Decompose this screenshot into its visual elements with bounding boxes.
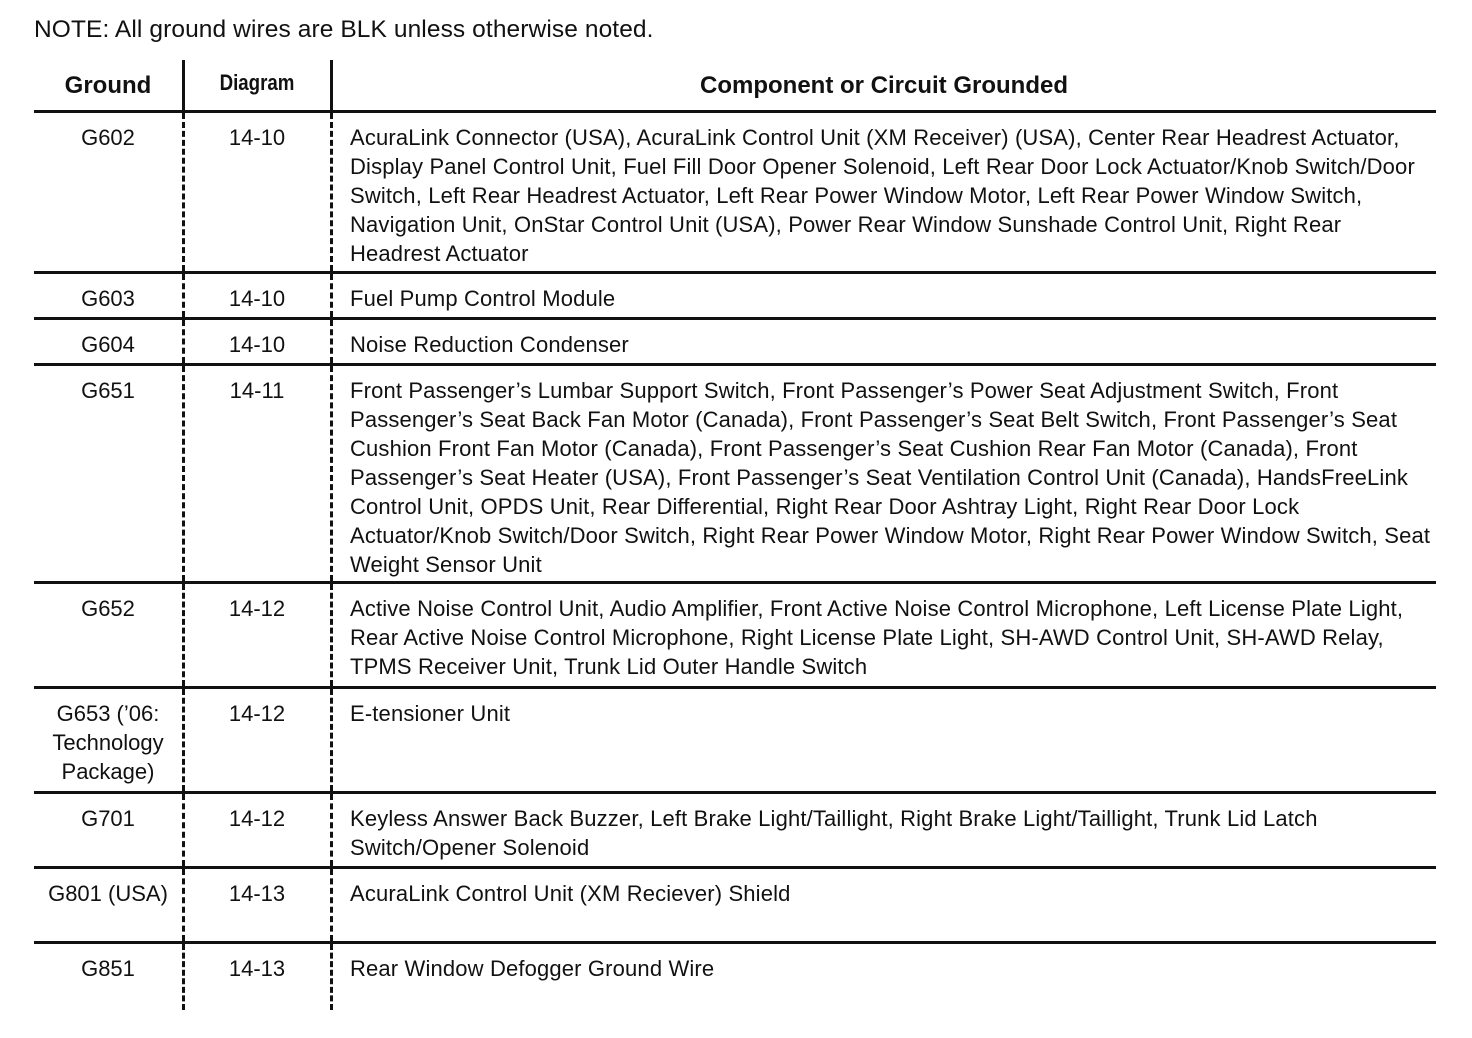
column-divider bbox=[182, 60, 185, 110]
diagram-cell: 14-13 bbox=[228, 881, 286, 906]
column-divider bbox=[330, 60, 333, 110]
ground-cell: G604 bbox=[81, 332, 135, 357]
header-diagram: Diagram bbox=[219, 70, 295, 95]
ground-cell: G651 bbox=[81, 378, 135, 403]
diagram-cell: 14-12 bbox=[228, 701, 286, 726]
header-component: Component or Circuit Grounded bbox=[700, 72, 1068, 99]
diagram-cell: 14-10 bbox=[228, 286, 286, 311]
table-row bbox=[34, 113, 1436, 274]
component-cell: E-tensioner Unit bbox=[350, 701, 511, 726]
ground-cell: G603 bbox=[81, 286, 135, 311]
table-row bbox=[34, 689, 1436, 794]
diagram-cell: 14-10 bbox=[228, 125, 286, 150]
table-header bbox=[34, 60, 1436, 113]
component-cell: Front Passenger’s Lumbar Support Switch, Front Passenger’s Power Seat Adjustment Switch, Front Passenger’s Seat Back Fan Motor (Canada), Front Passenger’s Seat Belt Switch, Front Passenger’s Seat Cushion Front Fan Motor (Canada), Front Passenger’s Seat Cushion Rear Fan Motor (Canada), Front Passenger’s Seat Heater (USA), Front Passenger’s Seat Ventilation Control Unit (Canada), HandsFreeLink Control Unit, OPDS Unit, Rear Differential, Right Rear Door Ashtray Light, Right Rear Door Lock Actuator/Knob Switch/Door Switch, Right Rear Power Window Motor, Right Rear Power Window Switch, Seat Weight Sensor Unit bbox=[350, 378, 1431, 577]
ground-cell: G602 bbox=[81, 125, 135, 150]
ground-table bbox=[34, 60, 1436, 1010]
component-cell: Keyless Answer Back Buzzer, Left Brake Light/Taillight, Right Brake Light/Taillight, Trunk Lid Latch Switch/Opener Solenoid bbox=[350, 806, 1318, 860]
ground-cell: G851 bbox=[81, 956, 135, 981]
diagram-cell: 14-11 bbox=[229, 378, 285, 403]
ground-cell: G652 bbox=[81, 596, 135, 621]
component-cell: AcuraLink Connector (USA), AcuraLink Control Unit (XM Receiver) (USA), Center Rear Headrest Actuator, Display Panel Control Unit, Fuel Fill Door Opener Solenoid, Left Rear Door Lock Actuator/Knob Switch/Door Switch, Left Rear Headrest Actuator, Left Rear Power Window Motor, Left Rear Power Window Switch, Navigation Unit, OnStar Control Unit (USA), Power Rear Window Sunshade Control Unit, Right Rear Headrest Actuator bbox=[350, 125, 1415, 266]
component-cell: Active Noise Control Unit, Audio Amplifier, Front Active Noise Control Microphone, Left License Plate Light, Rear Active Noise Control Microphone, Right License Plate Light, SH-AWD Control Unit, SH-AWD Relay, TPMS Receiver Unit, Trunk Lid Outer Handle Switch bbox=[350, 596, 1404, 679]
note-text: NOTE: All ground wires are BLK unless otherwise noted. bbox=[34, 16, 654, 43]
table-row bbox=[34, 320, 1436, 366]
diagram-cell: 14-10 bbox=[228, 332, 286, 357]
ground-cell: G653 (’06: Technology Package) bbox=[52, 701, 164, 784]
table-row bbox=[34, 274, 1436, 320]
component-cell: Noise Reduction Condenser bbox=[350, 332, 629, 357]
table-row bbox=[34, 869, 1436, 944]
component-cell: Rear Window Defogger Ground Wire bbox=[350, 956, 715, 981]
header-ground: Ground bbox=[64, 72, 152, 99]
component-cell: Fuel Pump Control Module bbox=[350, 286, 616, 311]
table-row bbox=[34, 944, 1436, 1010]
component-cell: AcuraLink Control Unit (XM Reciever) Shield bbox=[350, 881, 791, 906]
diagram-cell: 14-12 bbox=[228, 806, 286, 831]
ground-cell: G701 bbox=[81, 806, 135, 831]
diagram-cell: 14-13 bbox=[228, 956, 286, 981]
table-row bbox=[34, 584, 1436, 689]
table-row bbox=[34, 794, 1436, 869]
ground-cell: G801 (USA) bbox=[48, 881, 168, 906]
diagram-cell: 14-12 bbox=[228, 596, 286, 621]
table-row bbox=[34, 366, 1436, 584]
